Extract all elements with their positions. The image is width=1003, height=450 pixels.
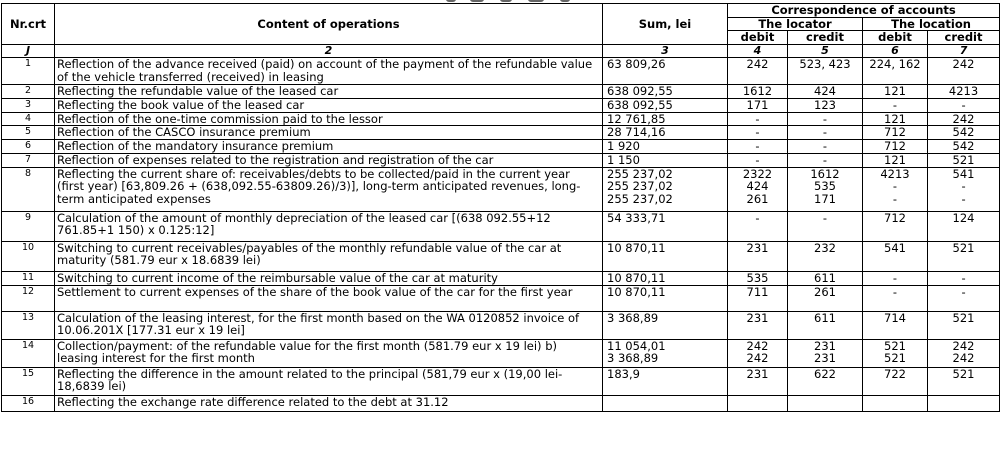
locator-debit-account-line: 242: [746, 351, 769, 365]
location-debit-account-line: 121: [884, 112, 906, 126]
locator-debit-account-line: -: [755, 125, 760, 139]
locator-debit-account: [728, 339, 788, 367]
locator-debit-account: [728, 85, 788, 99]
operation-description: Switching to current income of the reimbursable value of the car at maturity: [55, 271, 603, 285]
header-locator-debit: debit: [728, 31, 788, 45]
table-row: [2, 211, 1000, 241]
locator-debit-account-line: 242: [746, 57, 769, 71]
location-debit-account-line: [865, 396, 925, 409]
location-credit-account: [928, 367, 1000, 395]
operations-table: [1, 3, 1000, 412]
locator-debit-account-line: -: [755, 139, 760, 153]
location-debit-account-line: 521: [884, 351, 906, 365]
operation-description: Reflecting the exchange rate difference related to the debt at 31.12: [55, 395, 603, 411]
locator-credit-account-line: 622: [814, 367, 836, 381]
operation-description: Reflecting the difference in the amount related to the principal (581,79 eur x (19,00 lei-18,6839 lei): [55, 367, 603, 395]
table-row: [2, 126, 1000, 140]
operations-body: [2, 58, 1000, 412]
header-correspondence: Correspondence of accounts: [728, 4, 1000, 18]
locator-debit-account: [728, 271, 788, 285]
location-credit-account-line: 242: [952, 339, 975, 353]
operation-sum: [603, 271, 728, 285]
locator-debit-account: [728, 153, 788, 167]
locator-debit-account: [728, 211, 788, 241]
location-credit-account-line: 124: [952, 211, 975, 225]
row-number: 2: [2, 85, 55, 99]
locator-credit-account-line: 171: [814, 191, 836, 206]
operation-description: Reflecting the book value of the leased car: [55, 99, 603, 113]
locator-debit-account: [728, 112, 788, 126]
location-credit-account-line: -: [961, 179, 966, 193]
locator-debit-account-line: 231: [746, 241, 769, 255]
table-row: [2, 367, 1000, 395]
row-number: 10: [2, 241, 55, 271]
operation-sum: [603, 112, 728, 126]
locator-debit-account: [728, 395, 788, 411]
operation-sum-line: 28 714,16: [607, 125, 666, 139]
locator-debit-account: [728, 311, 788, 339]
location-debit-account: [863, 85, 928, 99]
operation-sum-line: 638 092,55: [607, 84, 673, 98]
column-number: J: [2, 44, 55, 58]
operation-sum-line: [607, 396, 725, 409]
locator-credit-account: [788, 153, 863, 167]
row-number: 14: [2, 339, 55, 367]
locator-credit-account-line: 232: [814, 241, 836, 255]
locator-credit-account-line: 535: [814, 179, 836, 193]
locator-debit-account: [728, 241, 788, 271]
row-number: 4: [2, 112, 55, 126]
location-debit-account-line: 224, 162: [869, 57, 921, 71]
header-content: Content of operations: [55, 4, 603, 45]
location-debit-account-line: -: [892, 179, 898, 193]
location-credit-account: [928, 126, 1000, 140]
table-row: [2, 58, 1000, 85]
operation-sum: [603, 153, 728, 167]
location-debit-account-line: 121: [884, 153, 906, 167]
operation-description: Reflecting the current share of: receivables/debts to be collected/paid in the current year (first year) [63,809.26 + (638,092.55-63809.26)/3)], long-term anticipated revenues, long-term anticipated expenses: [55, 167, 603, 211]
column-number-row: [2, 44, 1000, 58]
operation-sum: [603, 241, 728, 271]
locator-credit-account: [788, 99, 863, 113]
locator-debit-account: [728, 58, 788, 85]
operation-sum-line: 10 870,11: [607, 285, 666, 299]
column-number: 4: [728, 44, 788, 58]
location-credit-account: [928, 211, 1000, 241]
operation-sum: [603, 367, 728, 395]
location-credit-account: [928, 58, 1000, 85]
locator-credit-account-line: 523, 423: [799, 57, 851, 71]
location-debit-account: [863, 211, 928, 241]
header-locator: The locator: [728, 17, 863, 31]
location-credit-account-line: 242: [952, 57, 975, 71]
locator-debit-account-line: 2322: [742, 167, 773, 181]
location-debit-account-line: -: [892, 98, 898, 112]
location-debit-account-line: 4213: [880, 167, 910, 181]
header-location-debit: debit: [863, 31, 928, 45]
locator-debit-account: [728, 167, 788, 211]
locator-credit-account-line: 231: [814, 351, 836, 365]
operation-sum-line: 10 870,11: [607, 271, 666, 285]
column-number: 5: [788, 44, 863, 58]
operation-sum: [603, 126, 728, 140]
locator-debit-account: [728, 285, 788, 311]
operation-sum-line: 183,9: [607, 367, 640, 381]
location-credit-account-line: [930, 396, 997, 409]
location-debit-account-line: 714: [884, 311, 906, 325]
locator-debit-account: [728, 99, 788, 113]
row-number: 13: [2, 311, 55, 339]
table-row: [2, 271, 1000, 285]
location-debit-account-line: 121: [884, 84, 906, 98]
locator-credit-account: [788, 126, 863, 140]
location-credit-account: [928, 241, 1000, 271]
locator-credit-account: [788, 285, 863, 311]
location-debit-account: [863, 271, 928, 285]
operation-sum-line: 255 237,02: [607, 191, 673, 206]
location-credit-account-line: 541: [952, 167, 975, 181]
operation-sum: [603, 99, 728, 113]
row-number: 12: [2, 285, 55, 311]
operation-sum: [603, 339, 728, 367]
operation-sum-line: 12 761,85: [607, 112, 666, 126]
location-credit-account: [928, 139, 1000, 153]
location-credit-account-line: 521: [952, 153, 975, 167]
location-debit-account-line: 541: [884, 241, 906, 255]
location-credit-account: [928, 285, 1000, 311]
location-credit-account: [928, 99, 1000, 113]
location-credit-account-line: -: [961, 191, 966, 206]
location-credit-account-line: -: [961, 271, 966, 285]
header-location: The location: [863, 17, 1000, 31]
operation-description: Reflection of the one-time commission paid to the lessor: [55, 112, 603, 126]
operation-sum-line: 255 237,02: [607, 179, 673, 193]
header-locator-credit: credit: [788, 31, 863, 45]
location-debit-account: [863, 395, 928, 411]
location-debit-account: [863, 367, 928, 395]
locator-credit-account: [788, 211, 863, 241]
location-credit-account-line: 242: [952, 112, 975, 126]
location-credit-account: [928, 339, 1000, 367]
operation-sum-line: 3 368,89: [607, 311, 659, 325]
table-row: [2, 311, 1000, 339]
location-debit-account: [863, 139, 928, 153]
operation-description: Reflection of the CASCO insurance premium: [55, 126, 603, 140]
location-credit-account-line: 542: [952, 139, 975, 153]
operation-sum-line: 11 054,01: [607, 339, 666, 353]
locator-credit-account-line: -: [822, 112, 828, 126]
locator-credit-account-line: [790, 396, 860, 409]
locator-credit-account: [788, 167, 863, 211]
location-debit-account: [863, 99, 928, 113]
locator-credit-account: [788, 339, 863, 367]
locator-debit-account: [728, 367, 788, 395]
locator-debit-account-line: 231: [746, 311, 769, 325]
table-row: [2, 285, 1000, 311]
locator-credit-account-line: 611: [814, 271, 836, 285]
locator-credit-account-line: -: [822, 153, 828, 167]
location-debit-account-line: -: [892, 285, 898, 299]
location-credit-account-line: 521: [952, 241, 975, 255]
locator-debit-account-line: 171: [746, 98, 769, 112]
location-debit-account: [863, 153, 928, 167]
row-number: 1: [2, 58, 55, 85]
location-debit-account-line: 521: [884, 339, 906, 353]
locator-debit-account-line: 1612: [742, 84, 773, 98]
locator-credit-account-line: 231: [814, 339, 836, 353]
operation-sum-line: 10 870,11: [607, 241, 666, 255]
locator-credit-account: [788, 58, 863, 85]
table-row: [2, 139, 1000, 153]
locator-credit-account: [788, 271, 863, 285]
operation-sum: [603, 85, 728, 99]
table-row: [2, 112, 1000, 126]
operation-sum: [603, 395, 728, 411]
locator-debit-account-line: -: [755, 211, 760, 225]
location-credit-account-line: 521: [952, 311, 975, 325]
operation-sum: [603, 58, 728, 85]
table-row: [2, 395, 1000, 411]
locator-debit-account-line: 711: [746, 285, 769, 299]
locator-debit-account-line: 242: [746, 339, 769, 353]
location-credit-account-line: -: [961, 285, 966, 299]
row-number: 16: [2, 395, 55, 411]
table-row: [2, 241, 1000, 271]
locator-debit-account-line: 424: [746, 179, 769, 193]
location-credit-account: [928, 85, 1000, 99]
operation-description: Settlement to current expenses of the share of the book value of the car for the first year: [55, 285, 603, 311]
location-credit-account: [928, 153, 1000, 167]
locator-credit-account-line: -: [822, 125, 828, 139]
location-credit-account-line: 242: [952, 351, 975, 365]
location-debit-account: [863, 285, 928, 311]
table-row: [2, 339, 1000, 367]
location-debit-account: [863, 112, 928, 126]
location-credit-account-line: 542: [952, 125, 975, 139]
location-debit-account-line: -: [892, 191, 898, 206]
locator-debit-account-line: [730, 396, 785, 409]
operation-description: Reflection of the mandatory insurance premium: [55, 139, 603, 153]
locator-credit-account: [788, 367, 863, 395]
operation-sum: [603, 285, 728, 311]
column-number: 2: [55, 44, 603, 58]
location-credit-account: [928, 112, 1000, 126]
operation-sum-line: 255 237,02: [607, 167, 673, 181]
locator-debit-account-line: 535: [746, 271, 769, 285]
location-credit-account: [928, 311, 1000, 339]
locator-credit-account-line: 123: [814, 98, 836, 112]
operation-description: Reflection of the advance received (paid) on account of the payment of the refundable value of the vehicle transferred (received) in leasing: [55, 58, 603, 85]
location-debit-account-line: -: [892, 271, 898, 285]
operation-sum-line: 54 333,71: [607, 211, 666, 225]
operation-sum: [603, 139, 728, 153]
location-credit-account-line: 4213: [948, 84, 979, 98]
operation-sum-line: 1 150: [607, 153, 640, 167]
header-location-credit: credit: [928, 31, 1000, 45]
operation-description: Calculation of the leasing interest, for the first month based on the WA 0120852 invoice of 10.06.201X [177.31 eur x 19 lei]: [55, 311, 603, 339]
header-nr: Nr.crt: [2, 4, 55, 45]
locator-credit-account-line: 611: [814, 311, 836, 325]
location-debit-account: [863, 311, 928, 339]
location-debit-account: [863, 126, 928, 140]
column-number: 6: [863, 44, 928, 58]
row-number: 5: [2, 126, 55, 140]
location-debit-account: [863, 241, 928, 271]
row-number: 11: [2, 271, 55, 285]
row-number: 6: [2, 139, 55, 153]
table-row: [2, 167, 1000, 211]
table-row: [2, 153, 1000, 167]
location-credit-account: [928, 271, 1000, 285]
locator-credit-account-line: 1612: [810, 167, 840, 181]
locator-debit-account-line: 261: [746, 191, 769, 206]
operation-description: Calculation of the amount of monthly depreciation of the leased car [(638 092.55+12 761.85+1 150) x 0.125:12]: [55, 211, 603, 241]
operation-sum-line: 63 809,26: [607, 57, 666, 71]
operation-sum: [603, 167, 728, 211]
column-number: 7: [928, 44, 1000, 58]
operation-sum-line: 3 368,89: [607, 351, 659, 365]
operation-sum: [603, 211, 728, 241]
table-row: [2, 99, 1000, 113]
location-debit-account: [863, 339, 928, 367]
row-number: 7: [2, 153, 55, 167]
operation-sum-line: 638 092,55: [607, 98, 673, 112]
location-debit-account: [863, 167, 928, 211]
location-credit-account: [928, 395, 1000, 411]
header-sum: Sum, lei: [603, 4, 728, 45]
locator-credit-account-line: -: [822, 139, 828, 153]
locator-debit-account: [728, 139, 788, 153]
locator-credit-account: [788, 241, 863, 271]
location-debit-account-line: 722: [884, 367, 906, 381]
operation-description: Switching to current receivables/payables of the monthly refundable value of the car at maturity (581.79 eur x 18.6839 lei): [55, 241, 603, 271]
location-debit-account-line: 712: [884, 211, 906, 225]
table-row: [2, 85, 1000, 99]
locator-credit-account-line: 261: [814, 285, 836, 299]
row-number: 3: [2, 99, 55, 113]
location-credit-account-line: -: [961, 98, 966, 112]
row-number: 8: [2, 167, 55, 211]
operation-description: Reflection of expenses related to the registration and registration of the car: [55, 153, 603, 167]
locator-debit-account-line: 231: [746, 367, 769, 381]
location-credit-account-line: 521: [952, 367, 975, 381]
locator-credit-account-line: -: [822, 211, 828, 225]
locator-debit-account: [728, 126, 788, 140]
locator-credit-account: [788, 139, 863, 153]
row-number: 15: [2, 367, 55, 395]
location-debit-account-line: 712: [884, 125, 906, 139]
operation-description: Collection/payment: of the refundable value for the first month (581.79 eur x 19 lei) b) leasing interest for the first month: [55, 339, 603, 367]
operation-description: Reflecting the refundable value of the leased car: [55, 85, 603, 99]
locator-credit-account: [788, 311, 863, 339]
locator-credit-account: [788, 85, 863, 99]
row-number: 9: [2, 211, 55, 241]
location-debit-account: [863, 58, 928, 85]
locator-credit-account: [788, 395, 863, 411]
locator-credit-account: [788, 112, 863, 126]
locator-debit-account-line: -: [755, 153, 760, 167]
locator-debit-account-line: -: [755, 112, 760, 126]
location-credit-account: [928, 167, 1000, 211]
locator-credit-account-line: 424: [814, 84, 836, 98]
column-number: 3: [603, 44, 728, 58]
operation-sum-line: 1 920: [607, 139, 640, 153]
operation-sum: [603, 311, 728, 339]
location-debit-account-line: 712: [884, 139, 906, 153]
